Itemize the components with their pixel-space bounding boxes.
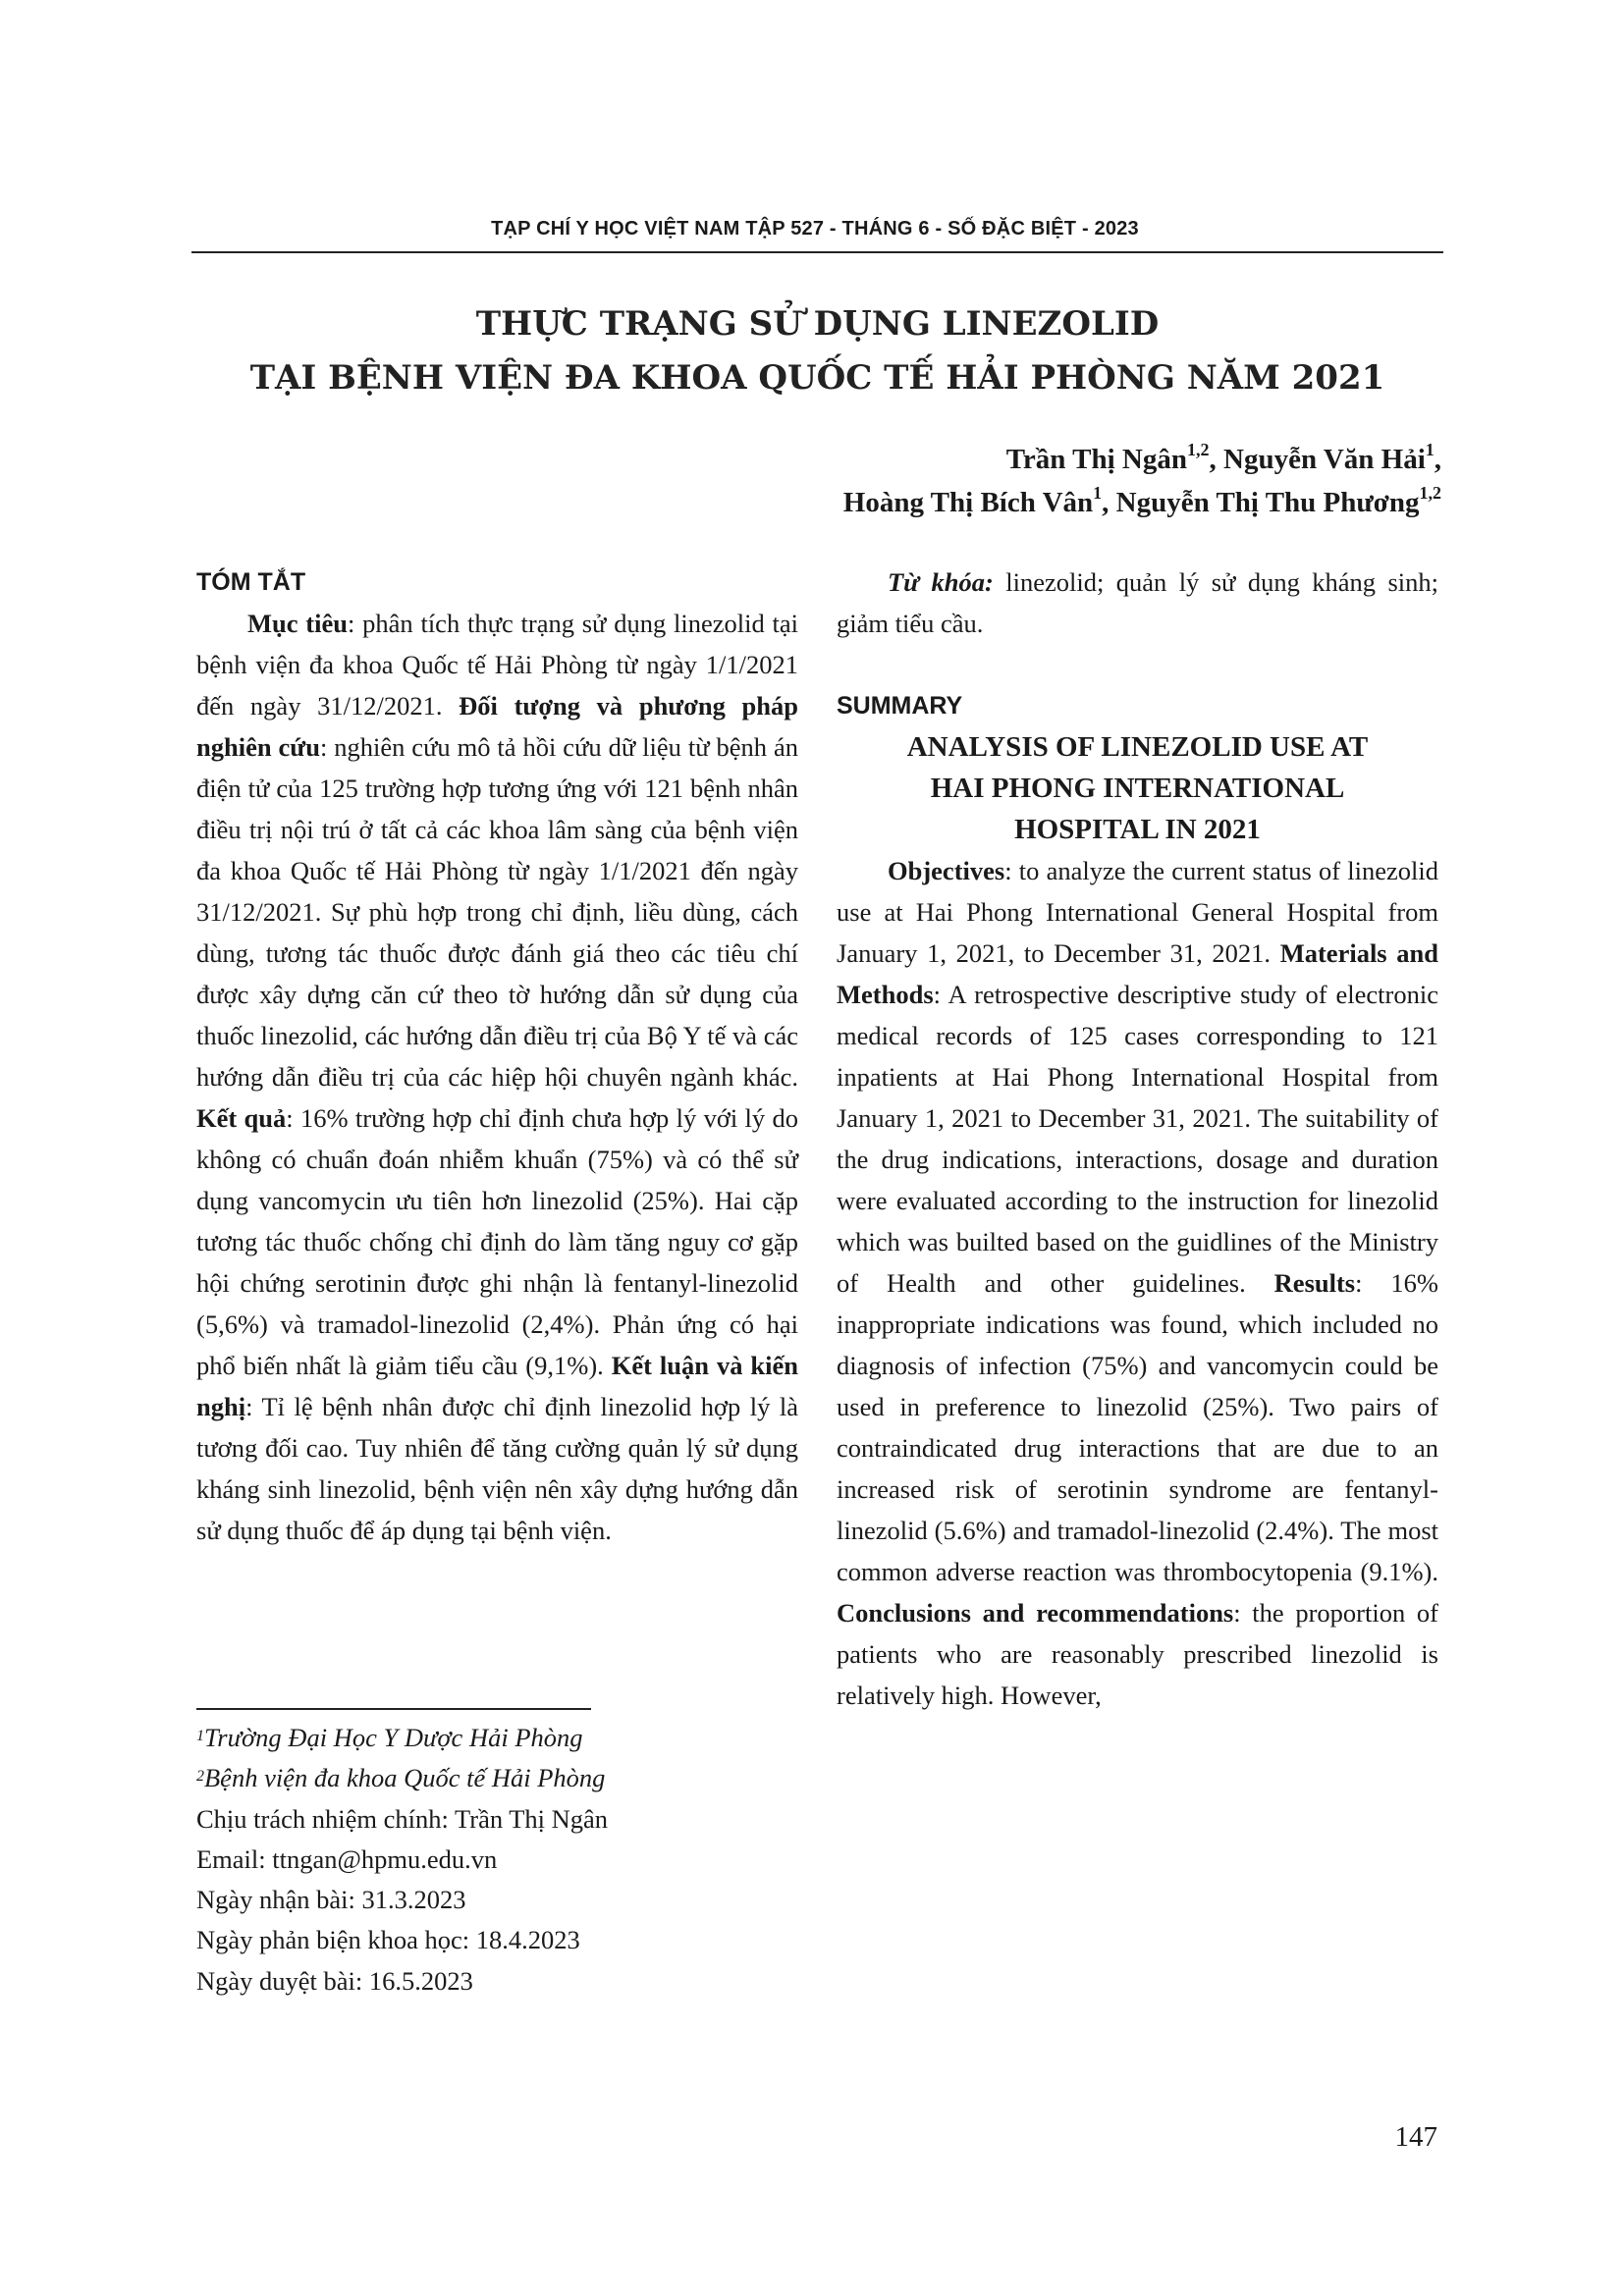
running-header: TẠP CHÍ Y HỌC VIỆT NAM TẬP 527 - THÁNG 6 - SỐ ĐẶC BIỆT - 2023: [491, 218, 1139, 240]
page-number: 147: [1394, 2121, 1437, 2153]
date-received: Ngày nhận bài: 31.3.2023: [196, 1885, 466, 1915]
en-abstract-body: Objectives: to analyze the current status of linezolid use at Hai Phong International General Hospital from January 1, 2021, to December 31, 2021. Materials and Methods: A retrospective descriptive study of electronic medical records of 125 cases corresponding to 121 inpatients at Hai Phong International Hospital from January 1, 2021 to December 31, 2021. The suitability of the drug indications, interactions, dosage and duration were evaluated according to the instruction for linezolid which was builted based on the guidlines of the Ministry of Health and other guidelines. Results: 16% inappropriate indications was found, which included no diagnosis of infection (75%) and vancomycin could be used in preference to linezolid (25%). Two pairs of contraindicated drug interactions that are due to an increased risk of serotinin syndrome are fentanyl-linezolid (5.6%) and tramadol-linezolid (2.4%). The most common adverse reaction was thrombocytopenia (9.1%). Conclusions and recommendations: the proportion of patients who are reasonably prescribed linezolid is relatively high. However,: [837, 856, 1438, 1710]
article-title-line-2: TẠI BỆNH VIỆN ĐA KHOA QUỐC TẾ HẢI PHÒNG NĂM 2021: [249, 358, 1385, 398]
email: Email: ttngan@hpmu.edu.vn: [196, 1843, 498, 1874]
right-column: [837, 561, 1438, 1716]
author-line-2: Hoàng Thị Bích Vân$^1$, Nguyễn Thị Thu Phương$^{1,2}$: [842, 483, 1441, 518]
footnotes: [196, 1718, 805, 2002]
keywords: Từ khóa: linezolid; quản lý sử dụng kháng sinh; giảm tiểu cầu.: [837, 567, 1438, 638]
english-title-line-2: HAI PHONG INTERNATIONAL: [930, 773, 1345, 804]
author-affiliation: 1,2: [1187, 440, 1210, 459]
affiliation-1: $^1$Trường Đại Học Y Dược Hải Phòng: [196, 1723, 583, 1752]
author-name: Hoàng Thị Bích Vân: [842, 487, 1094, 518]
english-title-line-1: ANALYSIS OF LINEZOLID USE AT: [906, 731, 1369, 763]
english-title-line-3: HOSPITAL IN 2021: [1014, 814, 1261, 845]
date-reviewed: Ngày phản biện khoa học: 18.4.2023: [196, 1925, 580, 1955]
author-affiliation: 1,2: [1419, 483, 1441, 503]
vi-abstract-body: Mục tiêu: phân tích thực trạng sử dụng linezolid tại bệnh viện đa khoa Quốc tế Hải Phòng từ ngày 1/1/2021 đến ngày 31/12/2021. Đối tượng và phương pháp nghiên cứu: nghiên cứu mô tả hồi cứu dữ liệu từ bệnh án điện tử của 125 trường hợp tương ứng với 121 bệnh nhân điều trị nội trú ở tất cả các khoa lâm sàng của bệnh viện đa khoa Quốc tế Hải Phòng từ ngày 1/1/2021 đến ngày 31/12/2021. Sự phù hợp trong chỉ định, liều dùng, cách dùng, tương tác thuốc được đánh giá theo các tiêu chí được xây dựng căn cứ theo tờ hướng dẫn sử dụng của thuốc linezolid, các hướng dẫn điều trị của Bộ Y tế và các hướng dẫn điều trị của các hiệp hội chuyên ngành khác. Kết quả: 16% trường hợp chỉ định chưa hợp lý với lý do không có chuẩn đoán nhiễm khuẩn (75%) và có thể sử dụng vancomycin ưu tiên hơn linezolid (25%). Hai cặp tương tác thuốc chống chỉ định do làm tăng nguy cơ gặp hội chứng serotinin được ghi nhận là fentanyl-linezolid (5,6%) và tramadol-linezolid (2,4%). Phản ứng có hại phổ biến nhất là giảm tiểu cầu (9,1%). Kết luận và kiến nghị: Tỉ lệ bệnh nhân được chỉ định linezolid hợp lý là tương đối cao. Tuy nhiên để tăng cường quản lý sử dụng kháng sinh linezolid, bệnh viện nên xây dựng hướng dẫn sử dụng thuốc để áp dụng tại bệnh viện.: [196, 609, 799, 1545]
author-affiliation: 1: [1093, 483, 1103, 503]
vi-abstract-heading: TÓM TẮT: [196, 568, 306, 596]
footnote-rule: [196, 1708, 591, 1710]
author-line-1: Trần Thị Ngân$^{1,2}$, Nguyễn Văn Hải$^1$,: [1005, 440, 1441, 475]
header-rule: [191, 251, 1443, 253]
left-column: [196, 561, 798, 1551]
author-name: Trần Thị Ngân: [1005, 444, 1188, 475]
author-affiliation: 1: [1425, 440, 1435, 459]
date-accepted: Ngày duyệt bài: 16.5.2023: [196, 1965, 473, 1996]
summary-heading: SUMMARY: [837, 692, 963, 720]
article-title-line-1: THỰC TRẠNG SỬ DỤNG LINEZOLID: [475, 304, 1160, 344]
author-name: Nguyễn Văn Hải: [1223, 444, 1426, 475]
affiliation-2: $^2$Bệnh viện đa khoa Quốc tế Hải Phòng: [196, 1763, 606, 1793]
author-name: Nguyễn Thị Thu Phương: [1115, 487, 1420, 518]
corresponding-author: Chịu trách nhiệm chính: Trần Thị Ngân: [196, 1803, 609, 1834]
